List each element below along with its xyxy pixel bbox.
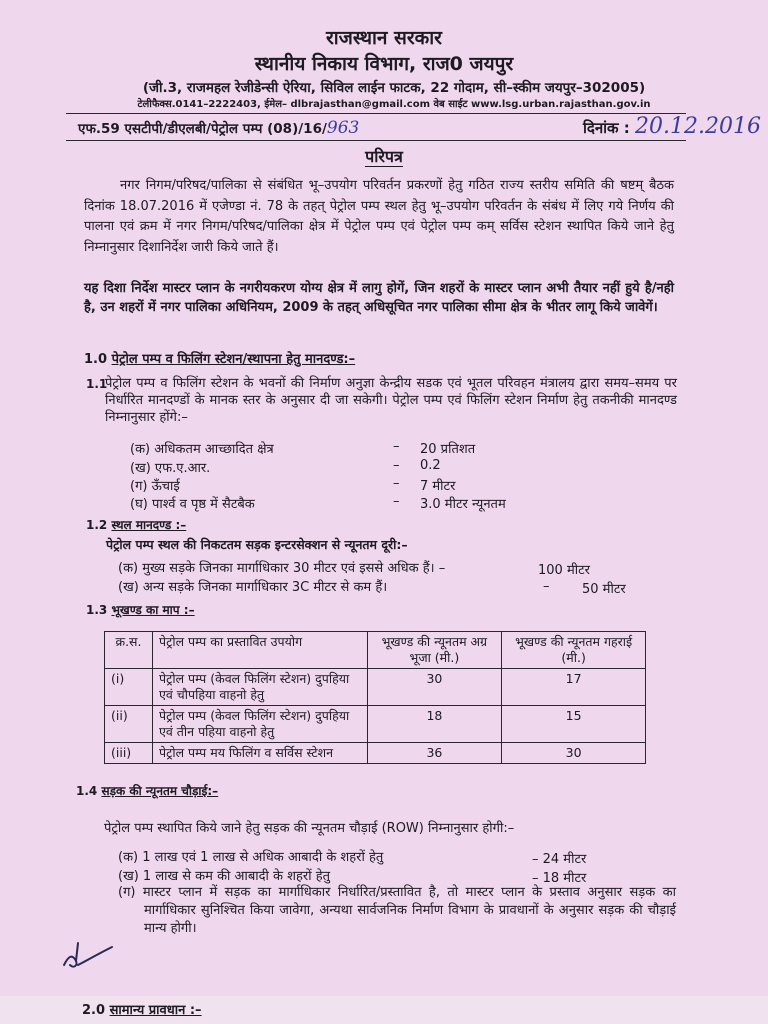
department-name: स्थानीय निकाय विभाग, राज0 जयपुर: [254, 53, 514, 75]
plot-size-table: [104, 631, 646, 764]
distance-dash: –: [543, 579, 550, 594]
criteria-label: (क) अधिकतम आच्छादित क्षेत्र: [130, 442, 274, 457]
distance-label: (क) मुख्य सड़के जिनका मार्गाधिकार 30 मीटर एवं इससे अधिक हैं। –: [118, 561, 446, 576]
reference-number: [78, 118, 359, 138]
issue-date: [583, 114, 761, 139]
table-header-row: [105, 632, 646, 669]
distance-label: (ख) अन्य सड़के जिनका मार्गाधिकार 3C मीटर से कम हैं।: [118, 580, 388, 595]
criteria-label: (ग) ऊँचाई: [130, 479, 180, 494]
section-1-3-heading: 1.3 भूखण्ड का माप :–: [86, 603, 195, 617]
section-1-1-text: पेट्रोल पम्प व फिलिंग स्टेशन के भवनों की निर्माण अनुज्ञा केन्द्रीय सडक एवं भूतल परिवहन मंत्रालय द्वारा समय–समय पर निर्धारित मानदण्डों के मानक स्तर के अनुसार दी जा सकेगी। पेट्रोल पम्प एवं फिलिंग स्टेशन निर्माण हेतु तकनीकी मानदण्ड निम्नानुसार होंगे:–: [105, 376, 677, 425]
criteria-label: (घ) पार्श्व व पृष्ठ में सैटबैक: [130, 497, 255, 512]
department-address: (जी.3, राजमहल रेजीडेन्सी ऐरिया, सिविल लाईन फाटक, 22 गोदाम, सी–स्कीम जयपुर–302005): [142, 80, 646, 96]
section-1-heading: 1.0 पेट्रोल पम्प व फिलिंग स्टेशन/स्थापना हेतु मानदण्ड:–: [84, 352, 356, 367]
criteria-dash: –: [393, 494, 400, 509]
table-cell-depth: 15: [502, 706, 646, 743]
road-width-label: (क) 1 लाख एवं 1 लाख से अधिक आबादी के शहरों हेतु: [118, 850, 384, 865]
table-cell-front: 30: [367, 669, 502, 706]
criteria-dash: –: [393, 439, 400, 454]
distance-value: 50 मीटर: [582, 582, 626, 597]
date-label: दिनांक :: [583, 119, 630, 137]
table-cell-sno: (i): [105, 669, 153, 706]
reference-prefix: एफ.59 एसटीपी/डीएलबी/पेट्रोल पम्प (08)/16/: [78, 121, 327, 137]
department-contact: टेलीफैक्स.0141–2222403, ईमेल– dlbrajasthan@gmail.com वेब साईट www.lsg.urban.rajasthan.gov.in: [137, 99, 651, 110]
criteria-value: 7 मीटर: [420, 479, 456, 494]
table-row: [105, 669, 646, 706]
table-header-cell: भूखण्ड की न्यूनतम गहराई (मी.): [502, 632, 646, 669]
road-width-item-g: (ग) मास्टर प्लान में सड़क का मार्गाधिकार निर्धारित/प्रस्तावित है, तो मास्टर प्लान के प्रस्ताव अनुसार सड़क का मार्गाधिकार सुनिश्चित किया जावेगा, अन्यथा सार्वजनिक निर्माण विभाग के प्रावधानों के अनुसार सड़क की चौड़ाई मान्य होगी।: [118, 885, 676, 936]
table-cell-depth: 30: [502, 743, 646, 764]
road-width-label: (ख) 1 लाख से कम की आबादी के शहरों हेतु: [118, 869, 331, 884]
section-1-4-text: पेट्रोल पम्प स्थापित किये जाने हेतु सड़क की न्यूनतम चौड़ाई (ROW) निम्नानुसार होगी:–: [104, 821, 515, 836]
criteria-dash: –: [393, 458, 400, 473]
govt-name: राजस्थान सरकार: [326, 27, 442, 49]
table-header-cell: पेट्रोल पम्प का प्रस्तावित उपयोग: [152, 632, 367, 669]
criteria-value: 20 प्रतिशत: [420, 442, 476, 457]
table-cell-sno: (ii): [105, 706, 153, 743]
road-width-value: – 24 मीटर: [532, 852, 587, 867]
signature-mark: [58, 935, 118, 975]
table-cell-front: 18: [367, 706, 502, 743]
section-1-2-subtitle: पेट्रोल पम्प स्थल की निकटतम सड़क इन्टरसेक्शन से न्यूनतम दूरी:–: [106, 537, 408, 552]
table-cell-front: 36: [367, 743, 502, 764]
date-handwritten: 20.12.2016: [635, 114, 762, 139]
section-1-1-number: 1.1: [86, 377, 108, 391]
header-rule-bottom: [66, 140, 686, 141]
criteria-value: 0.2: [420, 458, 441, 473]
reference-handwritten: 963: [326, 118, 360, 138]
section-1-4-heading: 1.4 सड़क की न्यूनतम चौड़ाई:–: [76, 784, 219, 798]
table-header-cell: क्र.स.: [105, 632, 153, 669]
distance-value: 100 मीटर: [538, 563, 590, 578]
table-header-cell: भूखण्ड की न्यूनतम अग्र भूजा (मी.): [367, 632, 502, 669]
road-width-value: – 18 मीटर: [532, 871, 587, 886]
section-2-heading: 2.0 सामान्य प्रावधान :–: [82, 1003, 202, 1018]
table-row: [105, 743, 646, 764]
table-cell-use: पेट्रोल पम्प मय फिलिंग व सर्विस स्टेशन: [152, 743, 367, 764]
table-cell-depth: 17: [502, 669, 646, 706]
criteria-label: (ख) एफ.ए.आर.: [130, 461, 211, 476]
table-cell-use: पेट्रोल पम्प (केवल फिलिंग स्टेशन) दुपहिया एवं चौपहिया वाहनो हेतु: [152, 669, 367, 706]
table-cell-sno: (iii): [105, 743, 153, 764]
scope-paragraph: यह दिशा निर्देश मास्टर प्लान के नगरीयकरण योग्य क्षेत्र में लागु होगें, जिन शहरों के मास्टर प्लान अभी तैयार नहीं हुये है/नही है, उन शहरों में नगर पालिका अधिनियम, 2009 के तहत् अधिसूचित नगर पालिका सीमा क्षेत्र के भीतर लागू किये जावेगें।: [84, 281, 674, 315]
section-1-2-heading: 1.2 स्थल मानदण्ड :–: [86, 518, 187, 532]
table-row: [105, 706, 646, 743]
doc-title: परिपत्र: [365, 147, 403, 166]
criteria-dash: –: [393, 476, 400, 491]
criteria-value: 3.0 मीटर न्यूनतम: [420, 497, 506, 512]
intro-paragraph: नगर निगम/परिषद/पालिका से संबंधित भू–उपयोग परिवर्तन प्रकरणों हेतु गठित राज्य स्तरीय समिति की षष्टम् बैठक दिनांक 18.07.2016 में एजेण्डा नं. 78 के तहत् पेट्रोल पम्प स्थल हेतु भू–उपयोग परिवर्तन के संबंध में लिए गये निर्णय की पालना एवं क्रम में नगर निगम/परिषद/पालिका क्षेत्र में पेट्रोल पम्प एवं पेट्रोल पम्प कम् सर्विस स्टेशन स्थापित किये जाने हेतु निम्नानुसार दिशानिर्देश जारी किये जाते हैं।: [84, 178, 674, 255]
table-cell-use: पेट्रोल पम्प (केवल फिलिंग स्टेशन) दुपहिया एवं तीन पहिया वाहनो हेतु: [152, 706, 367, 743]
